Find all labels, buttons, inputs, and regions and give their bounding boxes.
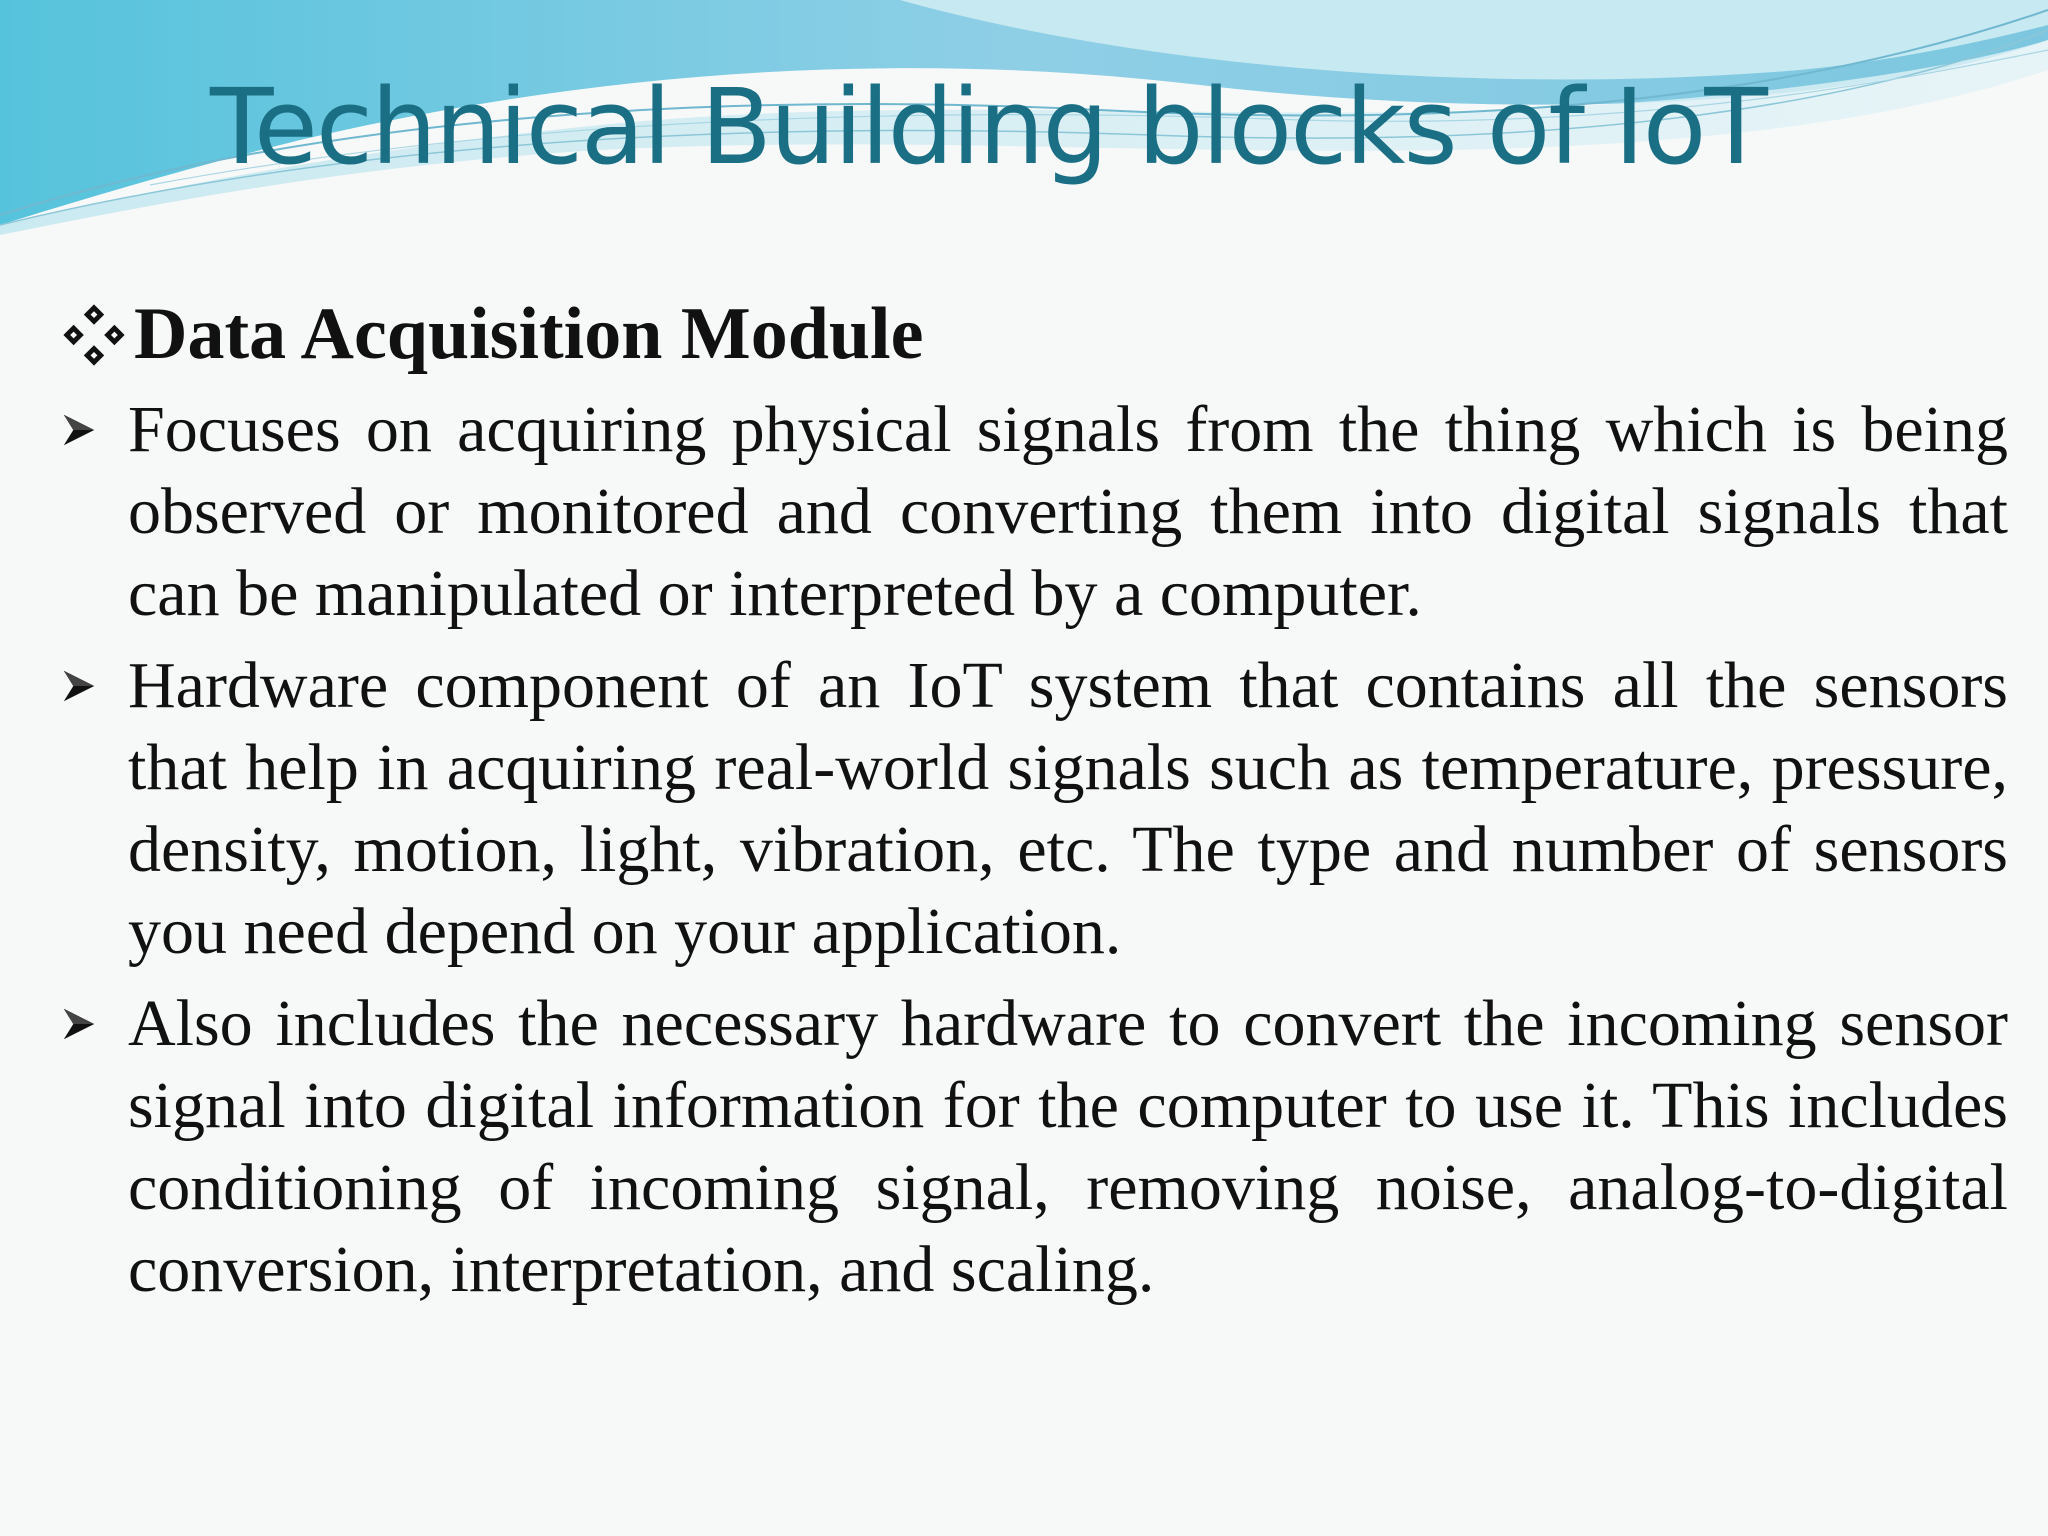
section-heading <box>60 292 2008 377</box>
arrowhead-bullet-icon <box>60 389 128 471</box>
bullet-list <box>60 389 2008 1311</box>
list-item <box>60 983 2008 1311</box>
arrowhead-bullet-icon <box>60 645 128 727</box>
slide-content <box>60 292 2008 1321</box>
bullet-text: Hardware component of an IoT system that contains all the sensors that help in acquiring real-world signals such as temperature, pressure, density, motion, light, vibration, etc. The type and number of sensors you need depend on your application. <box>128 649 2008 969</box>
arrowhead-bullet-icon <box>60 983 128 1065</box>
bullet-text: Focuses on acquiring physical signals from the thing which is being observed or monitored and converting them into digital signals that can be manipulated or interpreted by a computer. <box>128 393 2008 631</box>
slide-title: Technical Building blocks of IoT <box>210 66 1766 188</box>
bullet-text: Also includes the necessary hardware to convert the incoming sensor signal into digital information for the computer to use it. This includes conditioning of incoming signal, removing noise, analog-to-digital conversion, interpretation, and scaling. <box>128 987 2008 1307</box>
list-item <box>60 645 2008 973</box>
section-heading-label: Data Acquisition Module <box>134 293 924 375</box>
diamond-bullet-icon <box>60 301 128 369</box>
list-item <box>60 389 2008 635</box>
